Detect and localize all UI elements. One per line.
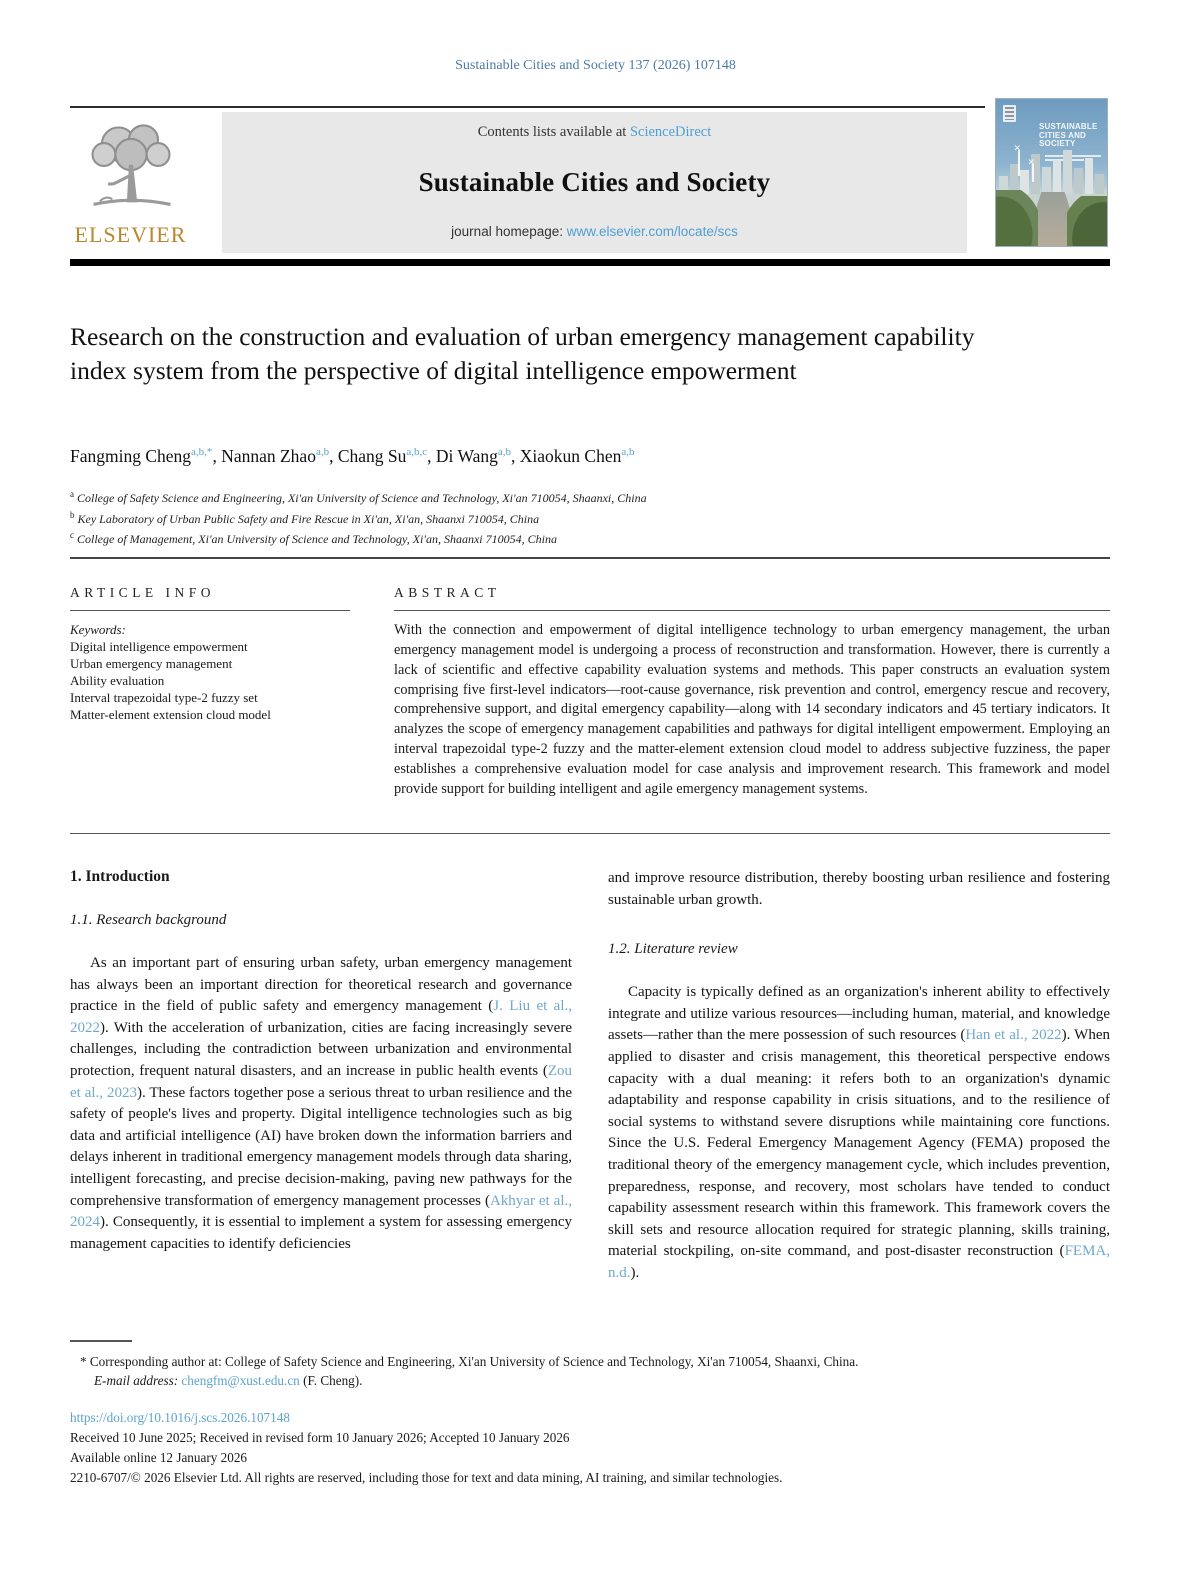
corresponding-author-note: * Corresponding author at: College of Safety Science and Engineering, Xi'an University of Science and Technology, Xi'an 710054, Shaanxi, China. [80, 1354, 859, 1369]
header-top-rule [70, 106, 985, 108]
elsevier-tree-icon [79, 114, 183, 220]
citation-link[interactable]: J. Liu et al., 2022 [70, 998, 572, 1036]
contents-prefix: Contents lists available at [477, 124, 630, 140]
wind-turbine-icon [1032, 164, 1034, 182]
homepage-line [451, 224, 738, 239]
keyword-item: Ability evaluation [70, 673, 165, 689]
text-run: ). Consequently, it is essential to implement a system for assessing emergency management capacities to identify deficiencies [70, 1214, 572, 1252]
cover-title: SUSTAINABLE CITIES AND SOCIETY [1039, 122, 1098, 148]
email-suffix: (F. Cheng). [299, 1373, 363, 1388]
received-line: Received 10 June 2025; Received in revised form 10 January 2026; Accepted 10 January 2026 [70, 1430, 570, 1445]
email-line [70, 1371, 1110, 1390]
subsection-heading-research-background: 1.1. Research background [70, 912, 227, 928]
cover-skyline [996, 148, 1107, 194]
journal-masthead [222, 112, 967, 253]
affiliation-list [70, 486, 1070, 548]
affiliation: $^a$ College of Safety Science and Engineering, Xi'an University of Science and Technology, Xi'an 710054, Shaanxi, China [70, 489, 647, 505]
subsection-heading-literature-review: 1.2. Literature review [608, 941, 738, 958]
keyword-item: Matter-element extension cloud model [70, 707, 271, 723]
left-column [70, 868, 572, 1285]
article-info-rule [70, 610, 350, 611]
literature-paragraph [608, 982, 1110, 1284]
cover-greenery-left [996, 190, 1038, 246]
elsevier-wordmark: ELSEVIER [74, 222, 187, 247]
author-affil-sup: a,b [621, 446, 635, 459]
publication-details [70, 1408, 1110, 1488]
author: Fangming Cheng$^{a,b,*}$, [70, 446, 222, 466]
email-label: E-mail address: [94, 1373, 182, 1388]
abstract-text: With the connection and empowerment of digital intelligence technology to urban emergency management, the urban emergency management model is undergoing a process of reconstruction and transformation. However, there is currently a lack of scientific and effective capability evaluation systems and methods. This paper constructs an evaluation system comprising five first-level indicators—root-cause governance, risk prevention and control, emergency rescue and recovery, comprehensive support, and digital emergency capability—along with 14 secondary indicators and 45 tertiary indicators. It analyzes the scope of emergency management capabilities and pathways for digital intelligent empowerment. Employing an interval trapezoidal type-2 fuzzy and the matter-element extension cloud model to address subjective fuzziness, the paper establishes a comprehensive evaluation model for case analysis and improvement research. This framework and model provide support for building intelligent and agile emergency management systems. [394, 622, 1110, 797]
email-link[interactable]: chengfm@xust.edu.cn [181, 1373, 300, 1388]
author-affil-sup: a,b [497, 446, 512, 459]
author-affil-sup: a,b [315, 446, 330, 459]
continuation-paragraph: and improve resource distribution, thereby boosting urban resilience and fostering sustainable urban growth. [608, 870, 1110, 908]
citation-link[interactable]: Zou et al., 2023 [70, 1062, 572, 1101]
journal-title: Sustainable Cities and Society [418, 167, 771, 197]
footnote-block [70, 1352, 1110, 1390]
elsevier-logo [68, 114, 193, 254]
divider-rule [70, 557, 1110, 559]
text-run: ). When applied to disaster and crisis management, this theoretical perspective endows capacity with a dual meaning: it refers both to an organization's dynamic adaptability and response capability in crisis situations, and to the resilience of social systems to withstand severe disruptions while maintaining core functions. Since the U.S. Federal Emergency Management Agency (FEMA) proposed the traditional theory of the emergency management cycle, which includes prevention, preparedness, response, and recovery, most scholars have tended to conduct capability assessment research within this framework. This framework covers the skill sets and resource allocation required for strategic planning, skills training, material stockpiling, on-site command, and post-disaster reconstruction ( [608, 1027, 1111, 1260]
text-run: Capacity is typically defined as an organization's inherent ability to effectively integrate and utilize various resources—including human, material, and knowledge assets—rather than the mere possession of such resources ( [608, 984, 1110, 1044]
citation-link[interactable]: Han et al., 2022 [965, 1027, 1062, 1044]
section-heading-introduction: 1. Introduction [70, 868, 170, 885]
author-affil-sup: a,b,* [191, 446, 213, 459]
journal-citation: Sustainable Cities and Society 137 (2026) 107148 [455, 58, 736, 73]
text-run: ). [630, 1264, 640, 1281]
affiliation: $^b$ Key Laboratory of Urban Public Safety and Fire Rescue in Xi'an, Xi'an, Shaanxi 710054, China [70, 509, 540, 526]
affiliation: $^c$ College of Management, Xi'an University of Science and Technology, Xi'an, Shaanxi 710054, China [70, 530, 557, 546]
article-info-heading: ARTICLE INFO [70, 585, 216, 600]
journal-cover-thumbnail [995, 98, 1108, 247]
abstract-rule [394, 610, 1110, 611]
copyright-line: 2210-6707/© 2026 Elsevier Ltd. All rights are reserved, including those for text and data mining, AI training, and similar technologies. [70, 1470, 783, 1485]
cover-publisher-icon [1003, 105, 1016, 122]
wind-turbine-icon [1018, 150, 1020, 176]
right-column [608, 868, 1110, 1285]
doi-link[interactable]: https://doi.org/10.1016/j.scs.2026.107148 [70, 1410, 290, 1425]
citation-link[interactable]: FEMA, n.d. [608, 1243, 1110, 1281]
text-run: ). These factors together pose a serious threat to urban resilience and the safety of people's lives and property. Digital intelligence technologies such as big data and artificial intelligence (AI) have broken down the information barriers and delays inherent in traditional emergency management models through data sharing, intelligent forecasting, and precise decision-making, paving new pathways for the comprehensive transformation of emergency management processes ( [70, 1084, 573, 1209]
author: Di Wang$^{a,b}$, [435, 446, 520, 466]
sciencedirect-link[interactable]: ScienceDirect [629, 124, 712, 140]
intro-paragraph [70, 953, 572, 1255]
citation-link[interactable]: Akhyar et al., 2024 [70, 1192, 572, 1231]
body-columns [70, 868, 1110, 1285]
contents-line [478, 124, 712, 141]
keyword-item: Digital intelligence empowerment [70, 639, 248, 655]
keywords-label: Keywords: [70, 622, 126, 638]
author: Nannan Zhao$^{a,b}$, [221, 446, 338, 466]
author: Xiaokun Chen$^{a,b}$ [519, 446, 635, 466]
abstract-heading: ABSTRACT [394, 585, 501, 600]
divider-rule [70, 833, 1110, 834]
available-line: Available online 12 January 2026 [70, 1450, 248, 1465]
abstract-section [394, 585, 1110, 799]
paper-title: Research on the construction and evaluation of urban emergency management capability index system from the perspective of digital intelligence empowerment [70, 322, 975, 385]
text-run: ). With the acceleration of urbanization, cities are facing increasingly severe challenges, including the contradiction between urbanization and environmental protection, frequent natural disasters, and an increase in public health events ( [70, 1019, 572, 1079]
header-black-bar [70, 259, 1110, 266]
author-affil-sup: a,b,c [406, 446, 428, 459]
text-run: As an important part of ensuring urban safety, urban emergency management has always been an important direction for theoretical research and governance practice in the field of public safety and emergency management ( [70, 955, 572, 1015]
keyword-item: Urban emergency management [70, 656, 233, 672]
homepage-prefix: journal homepage: [451, 224, 567, 239]
keyword-item: Interval trapezoidal type-2 fuzzy set [70, 690, 258, 706]
author: Chang Su$^{a,b,c}$, [337, 446, 436, 466]
homepage-link[interactable]: www.elsevier.com/locate/scs [566, 224, 738, 239]
author-list [70, 446, 1070, 467]
cover-greenery-right [1067, 196, 1107, 246]
footnote-rule [70, 1340, 132, 1342]
article-info-section [70, 585, 350, 723]
